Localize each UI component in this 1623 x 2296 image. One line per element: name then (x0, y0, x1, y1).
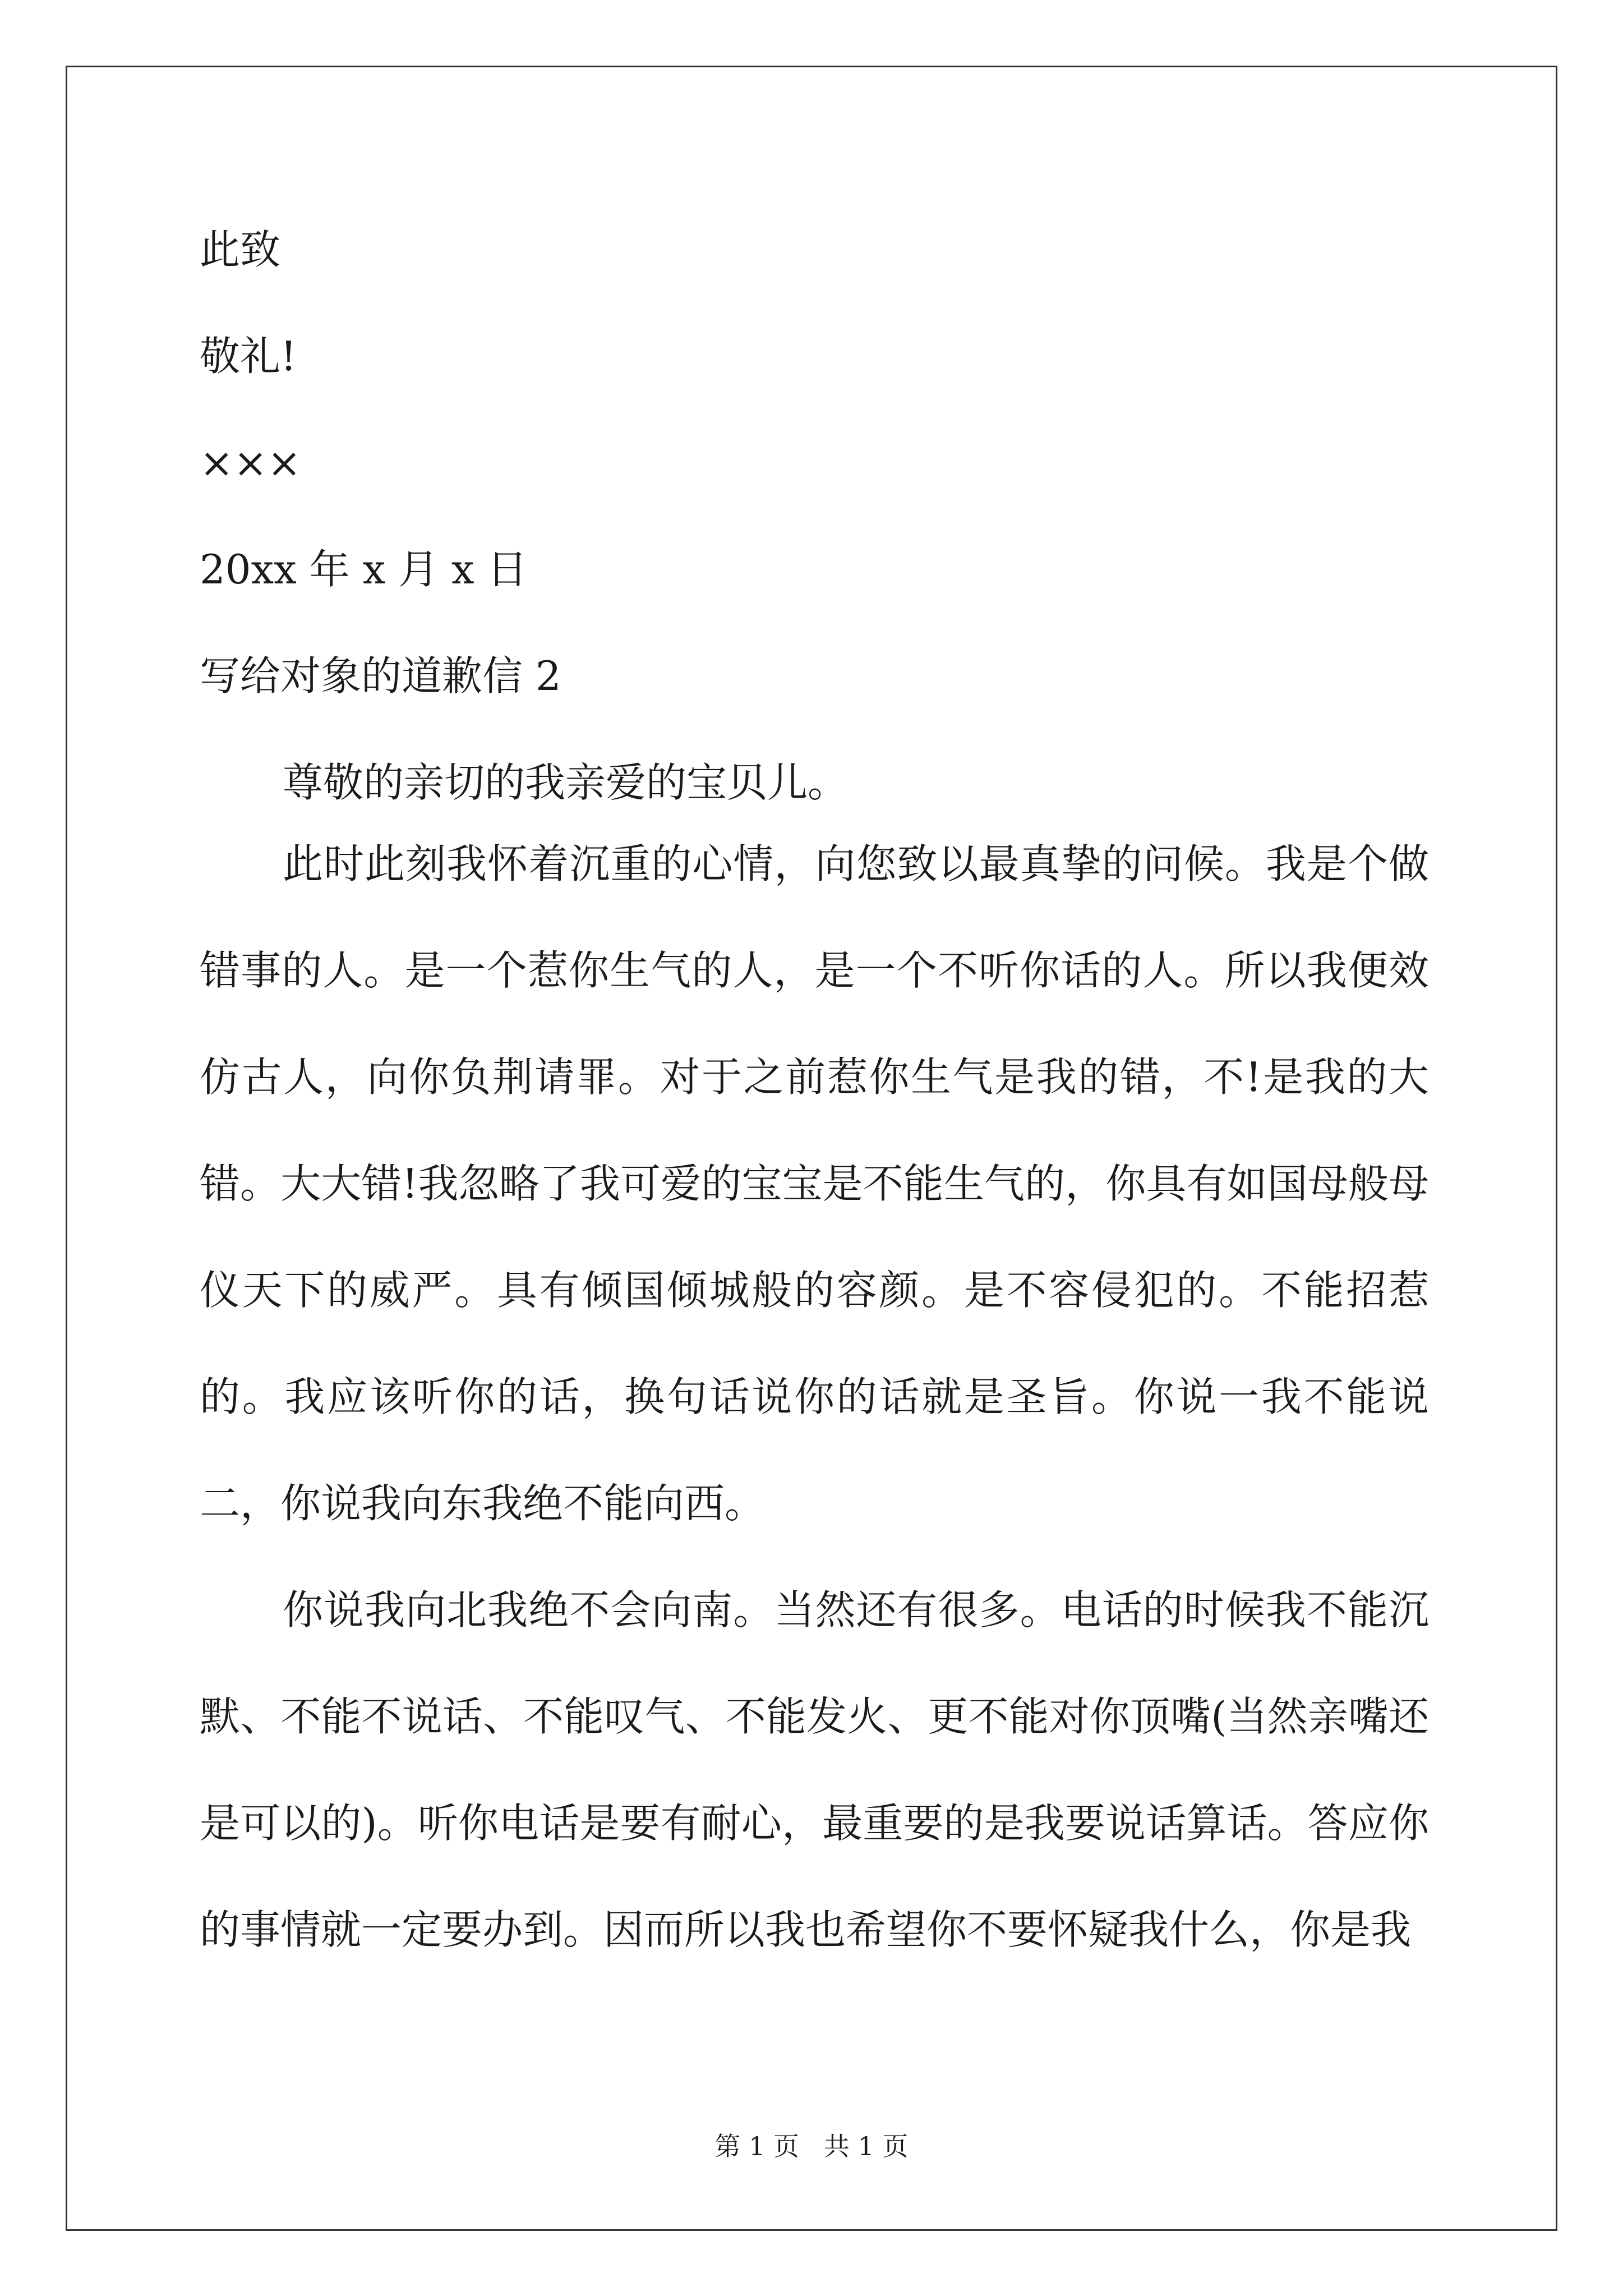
signature: ××× (200, 439, 301, 486)
page-footer: 第 1 页 共 1 页 (714, 2131, 909, 2161)
letter-greeting: 尊敬的亲切的我亲爱的宝贝儿。 (283, 759, 849, 806)
letter-heading: 写给对象的道歉信 2 (200, 652, 561, 700)
letter-paragraph: 你说我向北我绝不会向南。当然还有很多。电话的时候我不能沉默、不能不说话、不能叹气、不能发火、更不能对你顶嘴(当然亲嘴还是可以的)。听你电话是要有耐心，最重要的是我要说话算话。答应你的事情就一定要办到。因而所以我也希望你不要怀疑我什么，你是我 (200, 1586, 1429, 1953)
closing-regards: 敬礼! (200, 333, 297, 380)
closing-salutation: 此致 (200, 226, 281, 273)
letter-date: 20xx 年 x 月 x 日 (200, 546, 528, 593)
letter-paragraph: 此时此刻我怀着沉重的心情，向您致以最真挚的问候。我是个做错事的人。是一个惹你生气的人，是一个不听你话的人。所以我便效仿古人，向你负荆请罪。对于之前惹你生气是我的错，不!是我的大错。大大错!我忽略了我可爱的宝宝是不能生气的，你具有如国母般母仪天下的威严。具有倾国倾城般的容颜。是不容侵犯的。不能招惹的。我应该听你的话，换句话说你的话就是圣旨。你说一我不能说二，你说我向东我绝不能向西。 (200, 840, 1429, 1527)
